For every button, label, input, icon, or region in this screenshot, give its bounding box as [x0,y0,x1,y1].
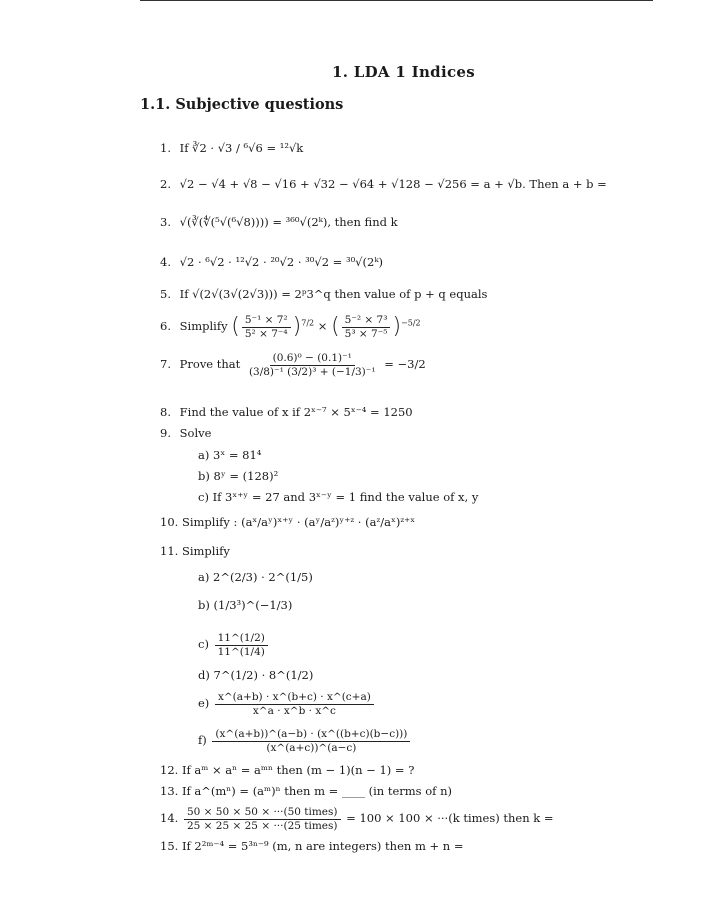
question-text: Simplify : [181,515,238,529]
times-sign: × [317,319,328,334]
part-text: 7^(1/2) · 8^(1/2) [213,668,314,682]
numerator: x^(a+b) · x^(b+c) · x^(c+a) [215,691,374,705]
question-2 [160,178,607,192]
question-15 [160,840,464,854]
question-number: 15. [160,839,179,853]
question-number: 11. [160,544,179,558]
question-text: Prove that [179,357,241,372]
question-text: Simplify [179,319,228,334]
denominator: 5² × 7⁻⁴ [244,327,288,340]
question-13 [160,785,452,799]
q6-left-fraction [242,314,291,340]
q7-rhs: = −3/2 [384,357,426,372]
question-text: If a^(mⁿ) = (aᵐ)ⁿ then m = ____ (in terms of n) [181,784,452,798]
question-number: 9. [160,426,171,440]
part-text: 2^(2/3) · 2^(1/5) [213,570,313,584]
top-rule [140,0,653,1]
question-1 [160,142,303,156]
part-text: 3ˣ = 81⁴ [213,448,262,462]
part-label: f) [198,733,207,748]
paren-left: ( [231,314,240,339]
part-text: 8ʸ = (128)² [213,469,279,483]
numerator: (x^(a+b))^(a−b) · (x^((b+c)(b−c))) [212,728,410,742]
denominator: (x^(a+c))^(a−c) [266,741,357,754]
q11-part-d [198,668,313,682]
question-text: Solve [179,426,212,440]
part-label: c) [198,490,209,504]
q9-part-c [198,490,478,504]
q11-part-e [198,691,376,717]
question-14 [160,806,554,832]
question-6 [160,314,421,340]
question-number: 4. [160,255,171,269]
question-text: If 2²ᵐ⁻⁴ = 5³ⁿ⁻⁹ (m, n are integers) then m + n = [181,839,464,853]
part-fraction [215,691,374,717]
q9-part-a [198,448,261,462]
part-label: a) [198,570,210,584]
question-9 [160,427,211,441]
q9-part-b [198,469,278,483]
question-text: If aᵐ × aⁿ = aᵐⁿ then (m − 1)(n − 1) = ? [181,763,415,777]
question-text: √2 − √4 + √8 − √16 + √32 − √64 + √128 − √256 = a + √b. Then a + b = [179,177,607,191]
question-12 [160,764,414,778]
question-3 [160,216,398,230]
chapter-title: 1. LDA 1 Indices [332,63,475,81]
numerator: 5⁻² × 7³ [342,314,391,328]
question-number: 10. [160,515,179,529]
question-text: If √(2√(3√(2√3))) = 2ᵖ3^q then value of p + q equals [179,287,488,301]
question-text: Simplify [181,544,230,558]
part-text: If 3ˣ⁺ʸ = 27 and 3ˣ⁻ʸ = 1 find the value of x, y [212,490,479,504]
question-text: = 100 × 100 × ···(k times) then k = [346,811,554,826]
part-label: b) [198,469,210,483]
q6-right-fraction [342,314,391,340]
part-label: a) [198,448,210,462]
question-text: √2 · ⁶√2 · ¹²√2 · ²⁰√2 · ³⁰√2 = ³⁰√(2ᵏ) [179,255,383,269]
numerator: 5⁻¹ × 7² [242,314,291,328]
question-number: 8. [160,405,171,419]
part-fraction [215,632,268,658]
part-label: e) [198,696,210,711]
question-number: 6. [160,319,171,334]
part-text: (1/3³)^(−1/3) [213,598,293,612]
denominator: x^a · x^b · x^c [252,704,336,717]
q11-part-b [198,598,292,612]
question-number: 2. [160,177,171,191]
question-11 [160,545,230,559]
question-number: 7. [160,357,171,372]
q11-part-c [198,632,270,658]
part-label: b) [198,598,210,612]
question-10 [160,516,415,530]
paren-right: ) [292,314,302,339]
question-text: Find the value of x if 2ˣ⁻⁷ × 5ˣ⁻⁴ = 1250 [179,405,413,419]
numerator: 11^(1/2) [215,632,268,646]
question-number: 13. [160,784,179,798]
q11-part-f [198,728,412,754]
denominator: 5³ × 7⁻⁵ [344,327,388,340]
section-title: 1.1. Subjective questions [140,96,344,113]
q11-part-a [198,570,313,584]
part-label: c) [198,637,209,652]
question-text: √(∛(∜(⁵√(⁶√8)))) = ³⁶⁰√(2ᵏ), then find k [179,215,398,229]
question-number: 12. [160,763,179,777]
question-number: 3. [160,215,171,229]
q7-fraction [246,352,379,378]
part-fraction [212,728,410,754]
question-number: 1. [160,141,171,155]
denominator: 11^(1/4) [217,645,265,658]
question-7 [160,352,426,378]
question-text: If ∛2 · √3 / ⁶√6 = ¹²√k [179,141,304,155]
question-4 [160,256,383,270]
paren-right: ) [392,314,402,339]
question-number: 5. [160,287,171,301]
denominator: 25 × 25 × 25 × ···(25 times) [186,819,338,832]
denominator: (3/8)⁻¹ (3/2)³ + (−1/3)⁻¹ [248,365,376,378]
numerator: (0.6)⁰ − (0.1)⁻¹ [270,352,355,366]
paren-left: ( [331,314,340,339]
exponent: −5/2 [401,318,421,328]
q14-fraction [184,806,341,832]
numerator: 50 × 50 × 50 × ···(50 times) [184,806,341,820]
question-number: 14. [160,811,179,826]
question-5 [160,288,487,302]
q10-expression: (aˣ/aʸ)ˣ⁺ʸ · (aʸ/aᶻ)ʸ⁺ᶻ · (aᶻ/aˣ)ᶻ⁺ˣ [241,515,416,529]
question-8 [160,406,413,420]
part-label: d) [198,668,210,682]
exponent: 7/2 [301,318,315,328]
